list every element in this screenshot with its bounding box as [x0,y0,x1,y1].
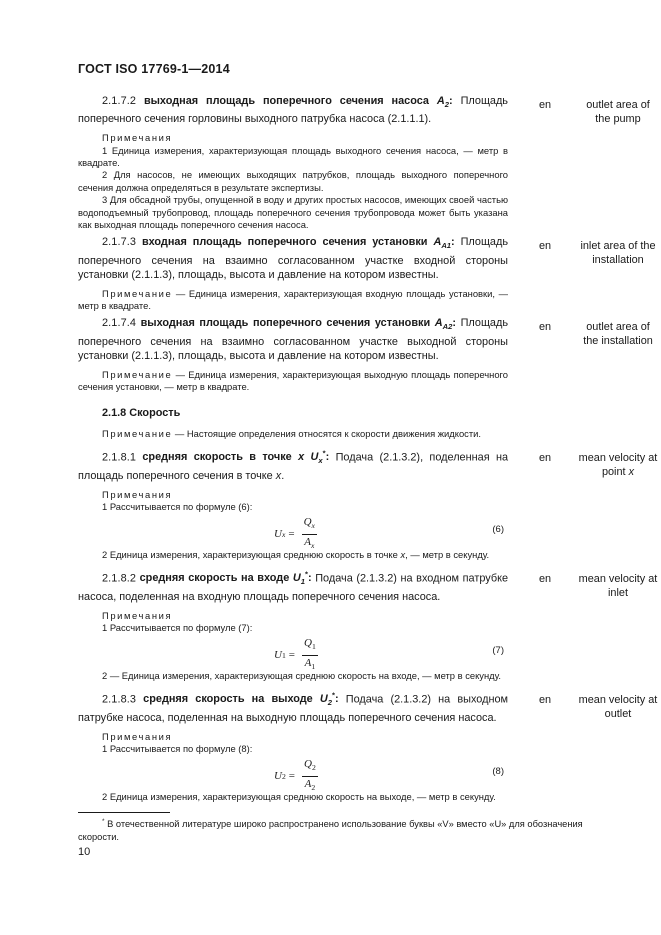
notes-title: Примечания [102,488,173,500]
english-equivalent: mean velocity at inlet [578,572,658,599]
note-label: Примечание [102,428,173,440]
formula-lhs: U [274,528,282,541]
term-symbol: U [292,572,301,585]
term-number: 2.1.8.3 [102,693,137,706]
definition-text: Площадь поперечного сечения горловины выходного патрубка насоса (2.1.1.1). [78,95,508,126]
term-symbol-sub: x [318,456,323,466]
denominator-symbol: A [304,656,312,669]
note-text: — Единица измерения, характеризующая выходную площадь поперечного сечения установки, — метр в квадрате. [78,368,508,392]
language-code: en [538,321,552,334]
fraction-denominator [304,535,314,552]
language-code: en [538,451,552,464]
term-definition [78,316,508,362]
term-colon: : [307,572,312,585]
definition-text: Подача (2.1.3.2), поделенная на площадь поперечного сечения в точке [78,451,509,482]
language-code: en [538,572,552,585]
term-text: выходная площадь поперечного сечения установки [140,317,431,330]
term-number: 2.1.8.1 [102,451,137,464]
formula-equals: = [288,528,295,541]
definition-text: Площадь поперечного сечения на взаимно согласованном участке входной стороны установки (2.1.1.3), площадь, высота и давление на котором известны. [78,236,509,281]
numerator-symbol: Q [303,516,312,529]
term-colon: : [449,95,453,107]
term-symbol: A [436,95,445,107]
term-entry-2-1-8-1 [78,447,658,562]
term-colon: : [451,236,455,249]
english-equivalent: outlet area of the installation [583,321,653,348]
language-code: en [538,693,552,706]
footnote-mark: * [304,569,308,579]
term-entry-2-1-8-3 [78,689,658,804]
fraction-numerator [302,758,318,776]
note-text: — Настоящие определения относятся к скорости движения жидкости. [172,428,482,440]
formula-lhs: U [274,649,282,662]
term-symbol: U [319,693,328,706]
denominator-sub: 1 [311,661,316,671]
term-name [140,317,457,332]
term-symbol: U [310,451,319,464]
english-equivalent [578,451,658,479]
note-2: 2 Единица измерения, характеризующая среднюю скорость на выходе, — метр в секунду. [102,791,496,803]
term-colon: : [334,693,339,706]
english-text: mean velocity at point [578,451,658,478]
formula-body [274,637,318,672]
note-text: 2 Единица измерения, характеризующая среднюю скорость в точке [102,549,401,561]
definition-text: Подача (2.1.3.2) на входном патрубке насоса, поделенная на входную площадь поперечного сечения насоса. [78,572,509,603]
term-symbol: A [434,317,443,330]
term-text: входная площадь поперечного сечения установки [141,236,428,249]
term-colon: : [452,317,457,330]
term-symbol: A [433,236,442,249]
fraction-denominator [305,777,316,794]
note-text: — Единица измерения, характеризующая входную площадь установки, — метр в квадрате. [78,287,508,311]
term-colon: : [325,451,330,464]
term-text: средняя скорость на выходе [143,693,313,706]
numerator-symbol: Q [304,637,312,650]
footnote-mark: * [332,690,335,700]
term-symbol-sub: 2 [327,698,332,708]
notes-title: Примечания [102,609,173,621]
term-definition [78,689,508,725]
formula-lhs-sub: x [281,529,286,539]
formula-7 [78,634,508,670]
definition-text: Площадь поперечного сечения на взаимно согласованном участке выходной стороны установки (2.1.1.3), площадь, высота и давление на котором известны. [78,317,509,362]
footnote-mark: * [322,448,326,458]
formula-fraction [302,516,317,551]
term-entry-2-1-7-4 [78,316,653,393]
term-entry-2-1-7-3 [78,235,656,312]
fraction-numerator [302,637,318,655]
page-number: 10 [78,846,91,858]
term-definition [78,235,508,281]
denominator-sub: 2 [311,782,316,792]
formula-equals: = [288,770,296,783]
term-number: 2.1.7.3 [102,236,137,249]
term-definition [78,568,508,604]
term-definition [78,447,508,483]
notes-title: Примечания [102,132,173,144]
term-entry-2-1-7-2 [78,94,650,231]
term-name [141,236,455,251]
note-text-end: , — метр в секунду. [405,549,490,561]
formula-lhs-sub: 1 [281,650,286,660]
term-variable: x [298,451,305,464]
numerator-sub: 2 [311,763,316,773]
note-1: 1 Единица измерения, характеризующая площадь выходного сечения насоса, — метр в квадрате. [78,144,508,168]
term-definition [78,94,508,126]
formula-body [274,516,317,551]
note [78,369,508,394]
language-code: en [538,240,552,253]
term-number: 2.1.8.2 [102,572,137,585]
notes-title: Примечания [102,730,173,742]
footnote [78,816,586,843]
denominator-symbol: A [304,777,312,790]
term-name [143,690,339,708]
formula-lhs-sub: 2 [281,771,286,781]
fraction-denominator [305,656,316,673]
formula-fraction [302,758,318,793]
formula-body [274,758,318,793]
section-title: 2.1.8 Скорость [102,407,181,420]
note-3: 3 Для обсадной трубы, опущенной в воду и других простых насосов, имеющих своей частью водоподъемный трубопровод, площадь поперечного сечения трубопровода может быть указана как выходная площадь поперечного сечения насоса. [78,194,508,231]
definition-end: . [281,469,285,482]
note-1: 1 Рассчитывается по формуле (8): [102,743,253,755]
document-header: ГОСТ ISO 17769-1—2014 [78,62,230,76]
fraction-numerator [302,516,317,534]
term-number: 2.1.7.2 [102,95,137,107]
numerator-sub: x [311,521,315,531]
language-code: en [538,99,552,111]
english-equivalent: inlet area of the installation [580,240,656,267]
footnote-divider [78,812,170,813]
note-label: Примечание [102,287,173,299]
term-symbol-sub: 2 [444,100,450,110]
note-1: 1 Рассчитывается по формуле (7): [102,622,253,634]
formula-fraction [302,637,318,672]
definition-text: Подача (2.1.3.2) на выходном патрубке насоса, поделенная на выходную площадь поперечного сечения насоса. [78,693,509,724]
english-variable: x [628,465,635,478]
numerator-symbol: Q [304,758,312,771]
definition-variable: x [275,469,282,482]
equation-number: (8) [492,766,504,778]
formula-8 [78,755,508,791]
formula-equals: = [288,649,296,662]
note-label: Примечание [102,368,173,380]
denominator-sub: x [310,540,315,550]
term-name [139,569,312,587]
footnote-text: В отечественной литературе широко распространено использование буквы «V» вместо «U» для обозначения скорости. [78,819,583,842]
note-1: 1 Рассчитывается по формуле (6): [102,501,253,512]
section-note [78,428,508,440]
note-2: 2 Для насосов, не имеющих выходящих патрубков, площадь выходного поперечного сечения должна определяться в результате экспертизы. [78,169,508,193]
footnote-mark: * [102,818,105,825]
english-equivalent: outlet area of the pump [586,99,650,125]
denominator-symbol: A [304,535,311,548]
term-entry-2-1-8-2 [78,568,658,683]
main-content [78,94,658,804]
term-text: средняя скорость в точке [142,451,292,464]
term-symbol-sub: A2 [442,322,453,332]
note-2: 2 — Единица измерения, характеризующая среднюю скорость на входе, — метр в секунду. [102,670,501,682]
term-symbol-sub: A1 [441,241,452,251]
note [78,288,508,313]
formula-lhs: U [274,770,282,783]
numerator-sub: 1 [311,642,316,652]
english-equivalent: mean velocity at outlet [578,693,658,720]
formula-6 [78,513,508,549]
note-variable: x [400,549,406,561]
term-symbol-sub: 1 [300,577,305,587]
equation-number: (7) [492,645,504,657]
term-name [142,448,330,466]
term-name [143,95,453,110]
term-text: средняя скорость на входе [139,572,290,585]
term-text: выходная площадь поперечного сечения насоса [143,95,429,107]
equation-number: (6) [492,524,504,536]
term-number: 2.1.7.4 [102,317,137,330]
